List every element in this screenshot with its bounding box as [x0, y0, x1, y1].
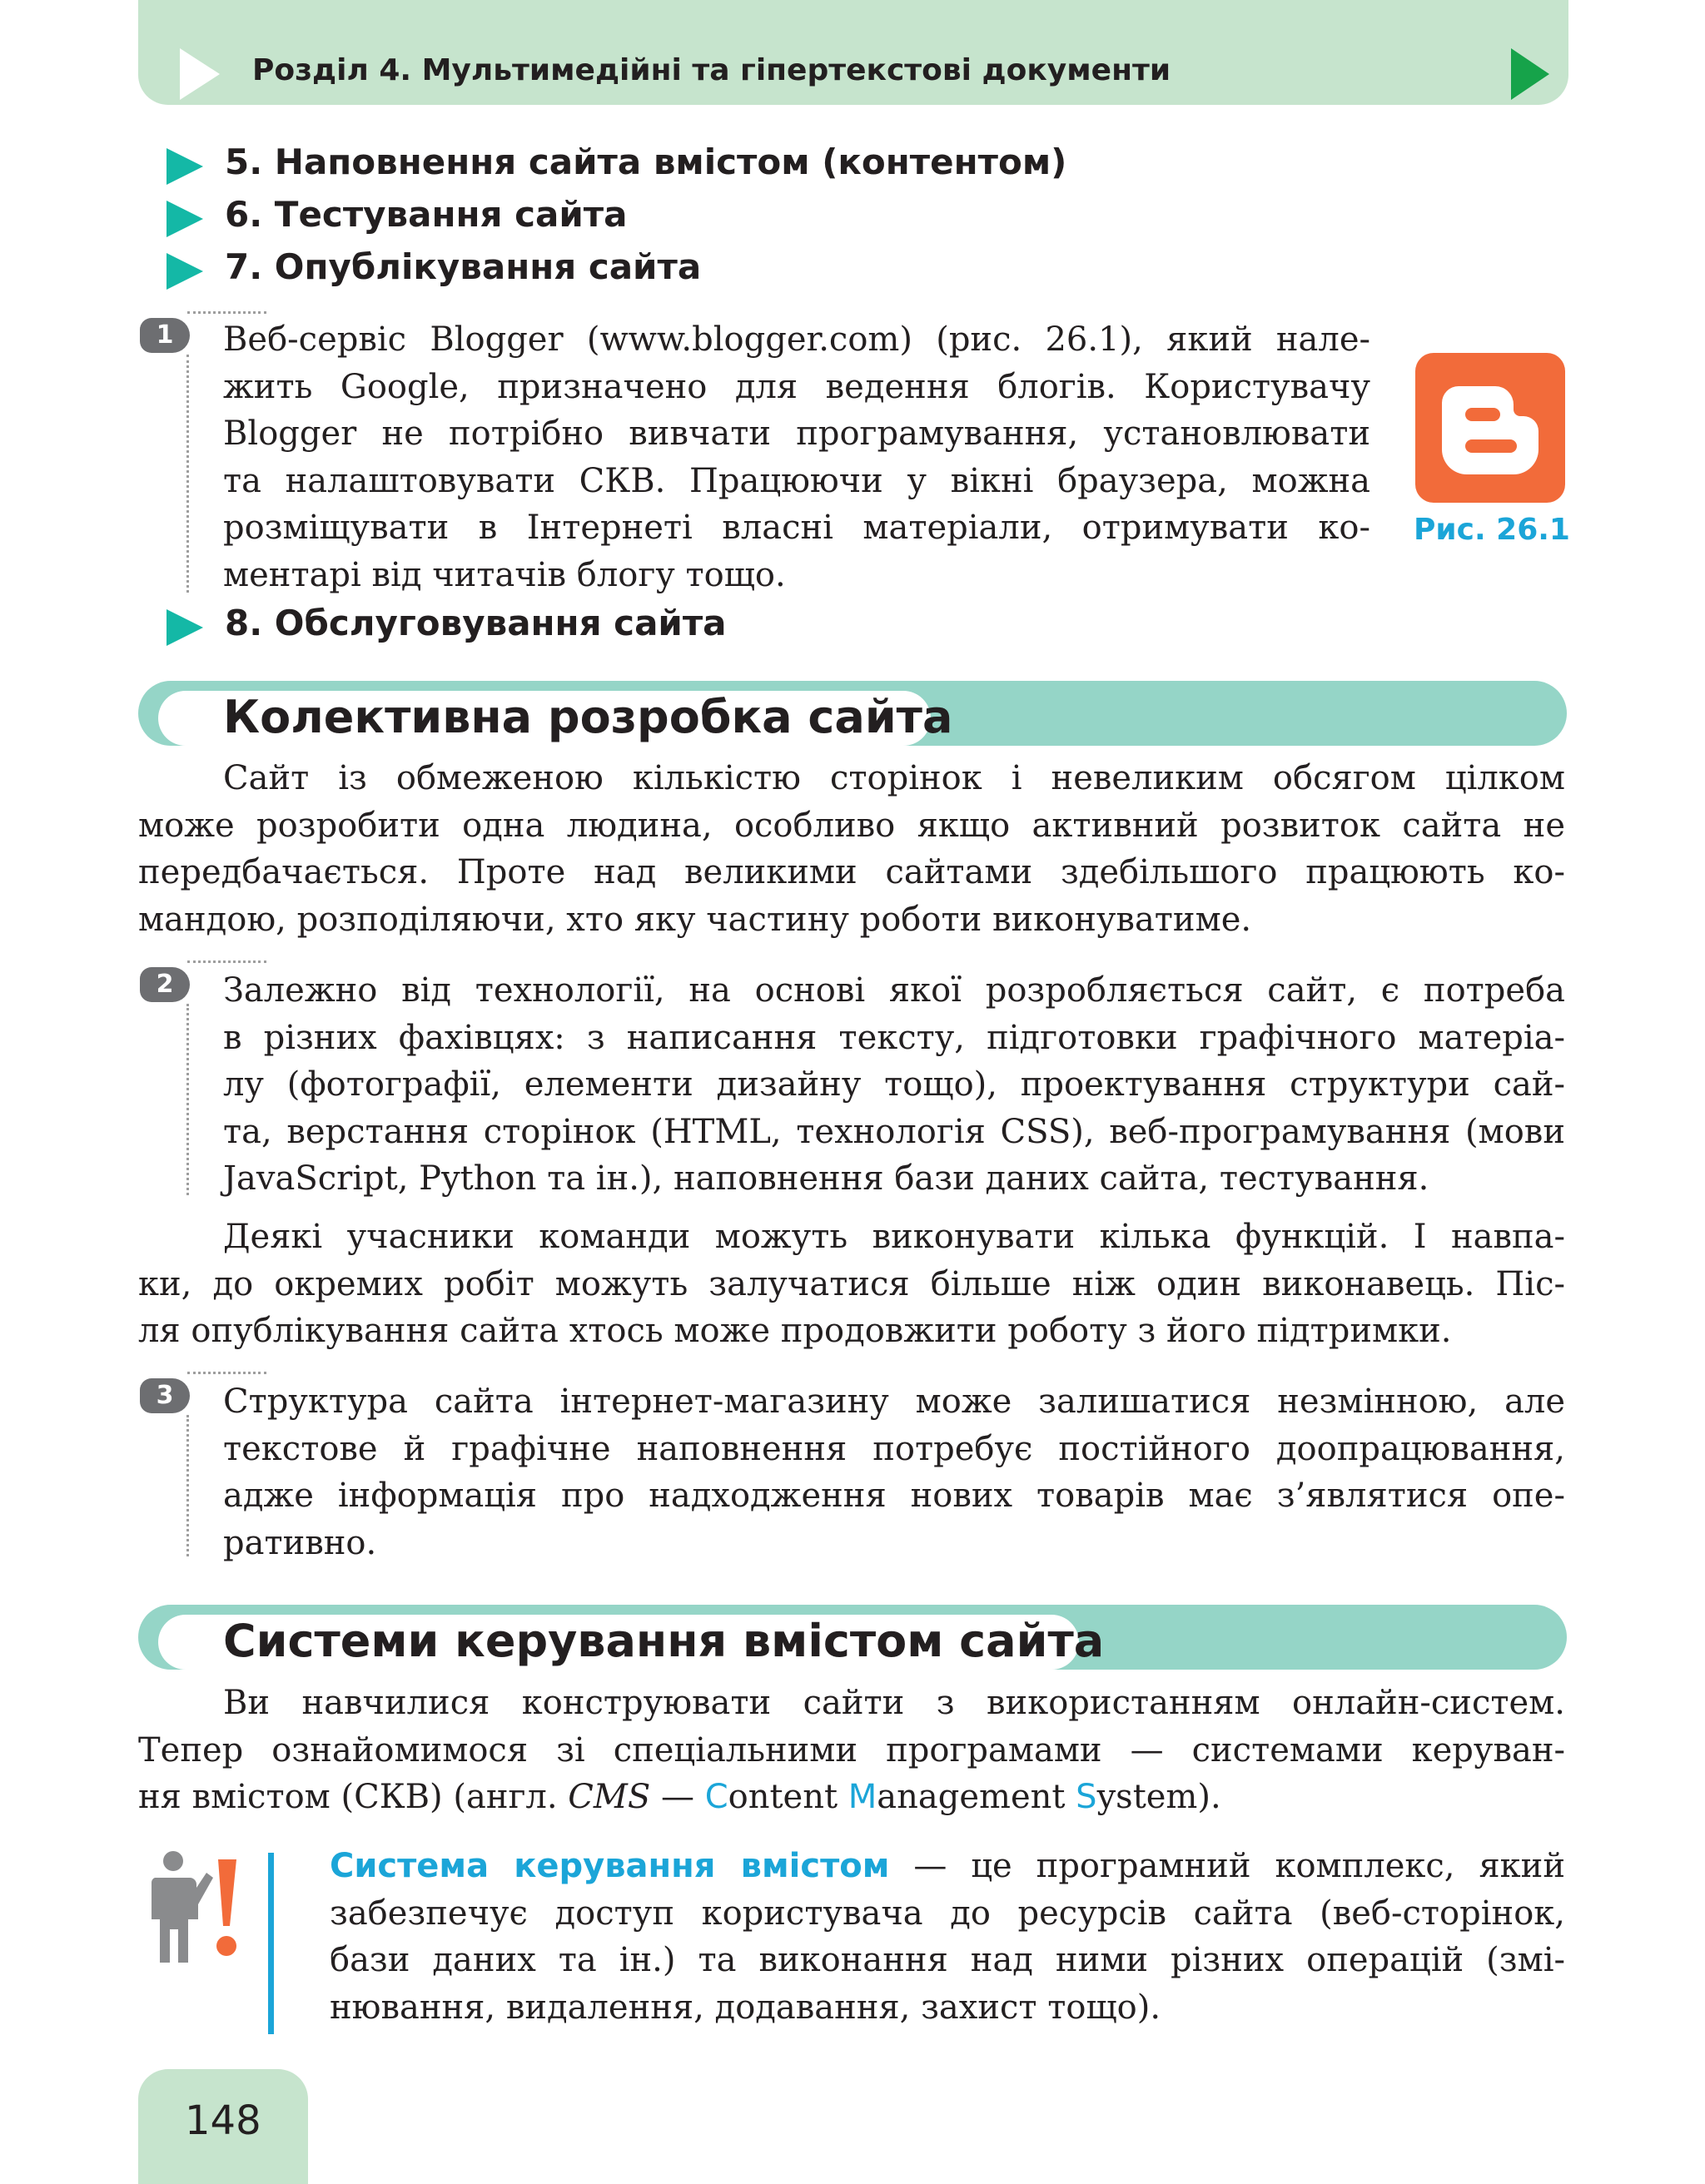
header-arrow-left-icon: [180, 48, 220, 100]
note-badge: 1: [140, 318, 190, 353]
note-badge: 2: [140, 967, 190, 1002]
blogger-logo-icon: [1415, 353, 1565, 503]
note-badge: 3: [140, 1378, 190, 1413]
bullet-arrow-icon: [167, 148, 203, 185]
bullet-arrow-icon: [167, 201, 203, 237]
bullet-arrow-icon: [167, 253, 203, 290]
person-exclamation-icon: [147, 1849, 243, 1966]
step-label: 5. Наповнення сайта вмістом (контентом): [225, 141, 1067, 182]
step-label: 6. Тестування сайта: [225, 194, 628, 235]
definition-rule: [268, 1853, 274, 2034]
section1-paragraph: Деякі учасники команди можуть виконувати кілька функцій. І навпа- ки, до окремих робіт можуть залучатися більше ніж один виконавець. Піс- ля опублікування сайта хтось може продовжити роботу з його підтримки.: [138, 1218, 1565, 1350]
note-divider: [187, 1372, 266, 1374]
section1-intro: Сайт із обмеженою кількістю сторінок і невеликим обсягом цілком може розробити одна людина, особливо якщо активний розвиток сайта не передбачається. Проте над великими сайтами здебільшого працюють ко- мандою, розподіляючи, хто яку частину роботи виконуватиме.: [138, 759, 1565, 939]
cms-definition-line: ня вмістом (СКВ) (англ. CMS — Content Management System).: [138, 1778, 1221, 1816]
step-label: 7. Опублікування сайта: [225, 246, 702, 287]
section-title: Колективна розробка сайта: [223, 691, 953, 743]
definition-term: Система керування вмістом: [330, 1847, 890, 1885]
note2-text: Залежно від технології, на основі якої розробляється сайт, є потреба в різних фахівцях: з написання тексту, підготовки графічного матеріа- лу (фотографії, елементи дизайну тощо), проектування структури сай- та, верстання сторінок (HTML, технологія CSS), веб-програмування (мови JavaScript, Python та ін.), наповнення бази даних сайта, тестування.: [223, 971, 1565, 1198]
bullet-arrow-icon: [167, 609, 203, 646]
note-divider: [187, 311, 266, 314]
cms-abbr: CMS: [568, 1778, 651, 1816]
note-rule: [186, 1415, 189, 1556]
note-rule: [186, 1004, 189, 1195]
page-number: 148: [185, 2097, 261, 2144]
note-divider: [187, 960, 266, 963]
note1-text: Веб-сервіс Blogger (www.blogger.com) (рис. 26.1), який нале- жить Google, призначено для ведення блогів. Користувачу Blogger не потрібно вивчати програмування, установлювати та налаштовувати СКВ. Працюючи у вікні браузера, можна розміщувати в Інтернеті власні матеріали, отримувати ко- ментарі від читачів блогу тощо.: [223, 320, 1370, 594]
section2-intro: Ви навчилися конструювати сайти з використанням онлайн-систем. Тепер ознайомимося зі спеціальними програмами — системами керуван- ня вмістом (СКВ) (англ. CMS — Content Management System).: [138, 1680, 1565, 1821]
header-arrow-right-icon: [1511, 48, 1549, 100]
note3-text: Структура сайта інтернет-магазину може залишатися незмінною, але текстове й графічне наповнення потребує постійного доопрацювання, адже інформація про надходження нових товарів має з’являтися опе- ративно.: [223, 1382, 1565, 1562]
chapter-header: [138, 0, 1568, 105]
step-label: 8. Обслуговування сайта: [225, 603, 727, 643]
section-title: Системи керування вмістом сайта: [223, 1615, 1105, 1667]
figure-caption: Рис. 26.1: [1414, 513, 1570, 547]
note-rule: [186, 355, 189, 593]
chapter-title: Розділ 4. Мультимедійні та гіпертекстові документи: [252, 53, 1171, 87]
definition-text: Система керування вмістом — це програмний комплекс, який забезпечує доступ користувача до ресурсів сайта (веб-сторінок, бази даних та ін.) та виконання над ними різних операцій (змі- нювання, видалення, додавання, захист тощо).: [330, 1847, 1565, 2027]
